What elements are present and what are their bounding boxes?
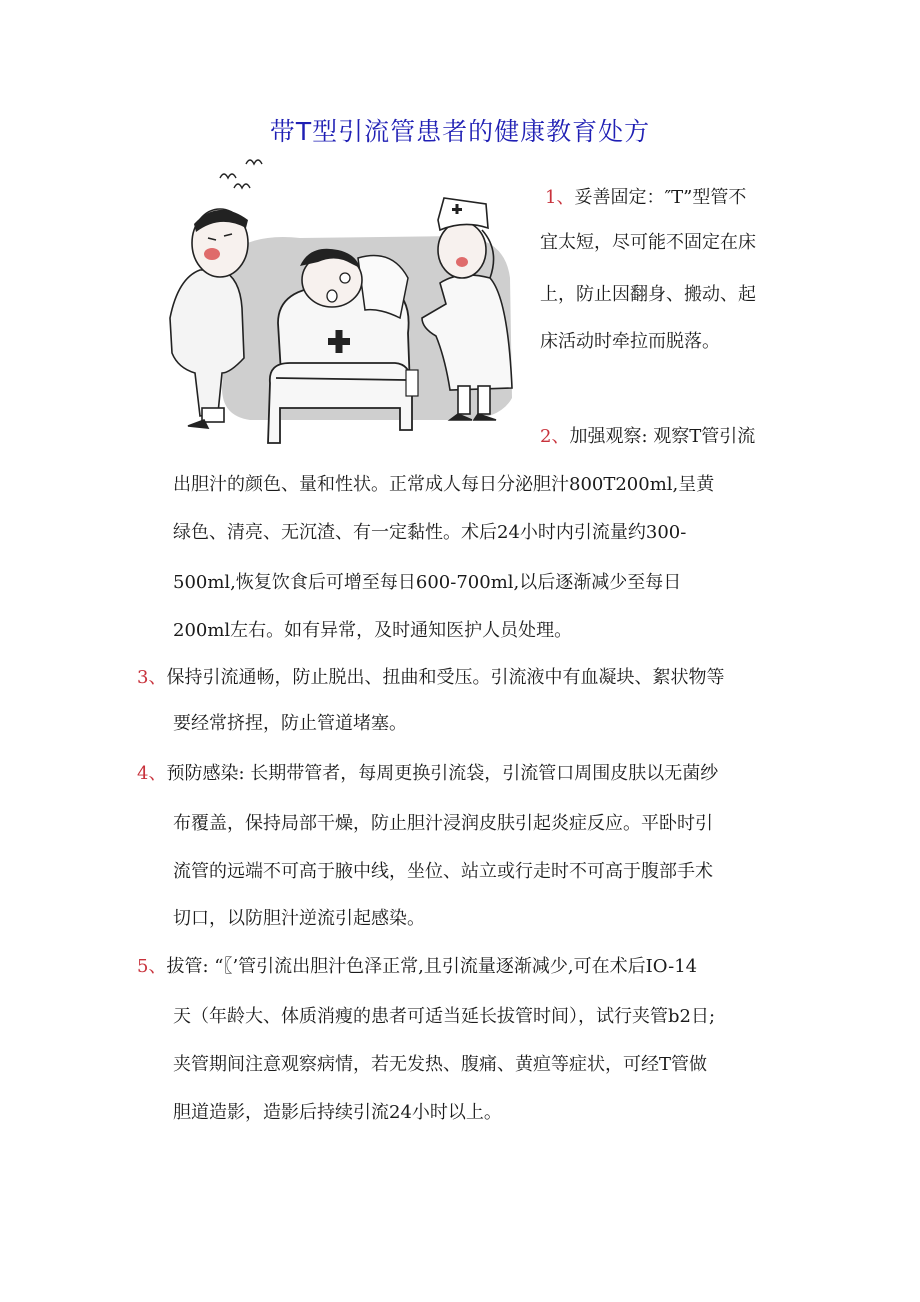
section-1-number: 1、 <box>545 187 575 208</box>
section-5-text: 拔管: “〖’管引流出胆汁色泽正常,且引流量逐渐减少,可在术后IO-14 <box>166 956 698 977</box>
section-5-line-3: 夹管期间注意观察病情，若无发热、腹痛、黄疸等症状，可经T管做 <box>173 1054 708 1075</box>
section-2-number: 2、 <box>540 426 570 447</box>
section-1-line-2: 宜太短，尽可能不固定在床 <box>540 232 756 253</box>
section-2-line-2: 出胆汁的颜色、量和性状。正常成人每日分泌胆汁800T200ml,呈黄 <box>173 474 715 495</box>
section-1-line-4: 床活动时牵拉而脱落。 <box>540 331 720 352</box>
section-2-line-3: 绿色、清亮、无沉渣、有一定黏性。术后24小时内引流量约300- <box>173 522 687 543</box>
visitor-head <box>192 209 248 277</box>
section-4-line-2: 布覆盖，保持局部干燥，防止胆汁浸润皮肤引起炎症反应。平卧时引 <box>173 813 713 834</box>
section-1-line-1 <box>545 189 746 207</box>
section-5-line-4: 胆道造影，造影后持续引流24小时以上。 <box>173 1102 502 1123</box>
drain-bag-icon <box>406 370 418 396</box>
section-2-line-1 <box>540 428 755 446</box>
section-5-line-1 <box>137 958 697 976</box>
section-2-line-5: 200ml左右。如有异常，及时通知医护人员处理。 <box>173 620 573 641</box>
section-3-line-1 <box>137 669 724 687</box>
hospital-scene-illustration <box>160 158 530 458</box>
section-3-text: 保持引流通畅，防止脱出、扭曲和受压。引流液中有血凝块、絮状物等 <box>166 667 725 688</box>
section-1-line-3: 上，防止因翻身、搬动、起 <box>540 284 756 305</box>
section-4-line-4: 切口，以防胆汁逆流引起感染。 <box>173 908 425 929</box>
section-4-text: 预防感染: 长期带管者，每周更换引流袋，引流管口周围皮肤以无菌纱 <box>166 763 719 784</box>
page-title: 带T型引流管患者的健康教育处方 <box>269 117 651 146</box>
section-3-number: 3、 <box>137 667 167 688</box>
section-3-line-2: 要经常挤捏，防止管道堵塞。 <box>173 713 407 734</box>
section-5-line-2: 天（年龄大、体质消瘦的患者可适当延长拔管时间），试行夹管b2日; <box>173 1006 716 1027</box>
section-2-line-4: 500ml,恢复饮食后可增至每日600-700ml,以后逐渐减少至每日 <box>173 572 682 593</box>
patient-head <box>300 249 362 307</box>
section-4-line-3: 流管的远端不可高于腋中线，坐位、站立或行走时不可高于腹部手术 <box>173 861 713 882</box>
section-5-number: 5、 <box>137 956 167 977</box>
section-4-line-1 <box>137 765 718 783</box>
section-4-number: 4、 <box>137 763 167 784</box>
section-2-text: 加强观察: 观察T管引流 <box>569 426 756 447</box>
section-1-text: 妥善固定：″T”型管不 <box>574 187 747 208</box>
